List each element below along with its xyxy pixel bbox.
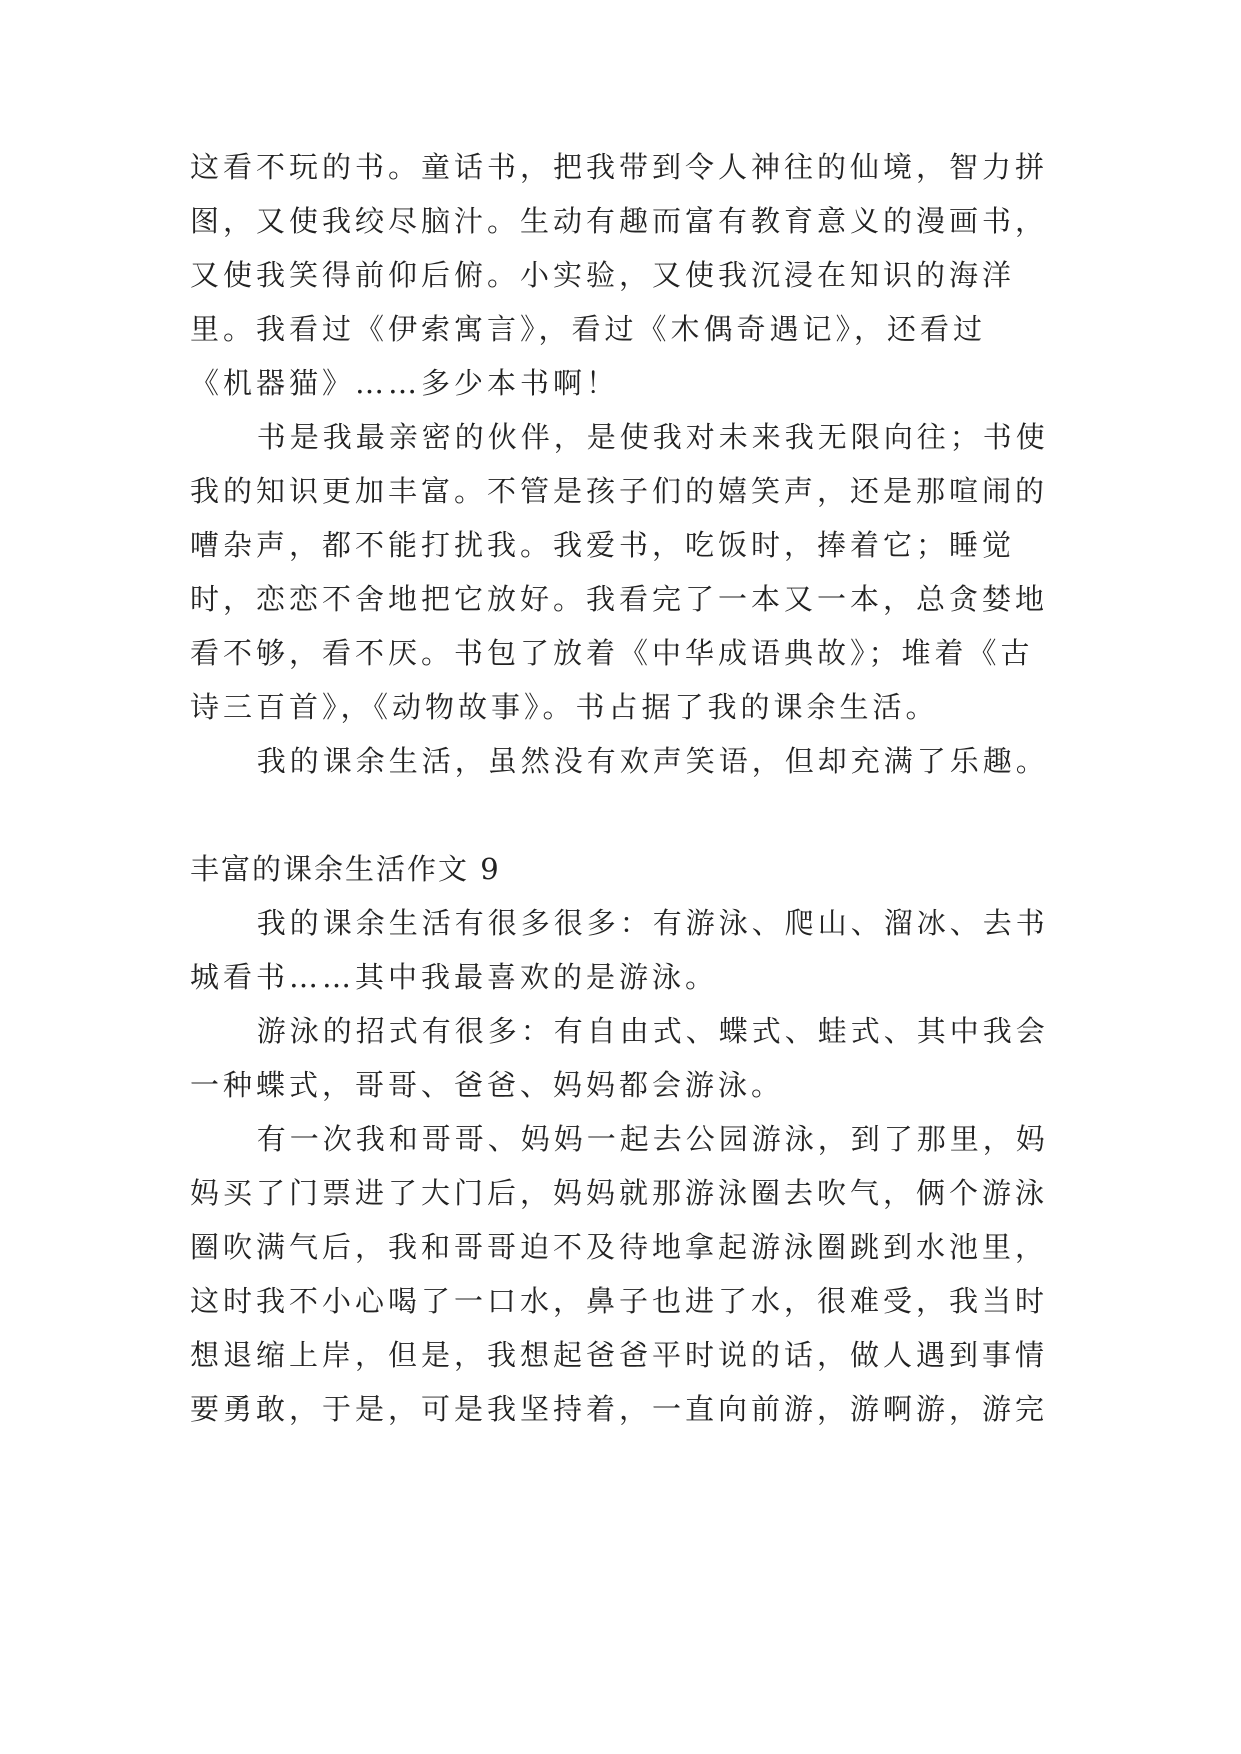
document-page bbox=[190, 140, 1050, 1436]
paragraph-conclusion: 我的课余生活，虽然没有欢声笑语，但却充满了乐趣。 bbox=[256, 744, 1049, 778]
essay-title: 丰富的课余生活作文 9 bbox=[190, 852, 501, 886]
paragraph-swim-story: 有一次我和哥哥、妈妈一起去公园游泳，到了那里，妈妈买了门票进了大门后，妈妈就那游泳圈去吹气，俩个游泳圈吹满气后，我和哥哥迫不及待地拿起游泳圈跳到水池里，这时我不小心喝了一口水，鼻子也进了水，很难受，我当时想退缩上岸，但是，我想起爸爸平时说的话，做人遇到事情要勇敢，于是，可是我坚持着，一直向前游，游啊游，游完 bbox=[190, 1122, 1049, 1426]
paragraph-activities: 我的课余生活有很多很多：有游泳、爬山、溜冰、去书城看书……其中我最喜欢的是游泳。 bbox=[190, 906, 1049, 994]
section-gap bbox=[190, 788, 1050, 842]
paragraph-books-list: 这看不玩的书。童话书，把我带到令人神往的仙境，智力拼图，又使我绞尽脑汁。生动有趣而富有教育意义的漫画书，又使我笑得前仰后俯。小实验，又使我沉浸在知识的海洋里。我看过《伊索寓言》，看过《木偶奇遇记》，还看过《机器猫》……多少本书啊！ bbox=[190, 150, 1049, 400]
paragraph-swim-styles: 游泳的招式有很多：有自由式、蝶式、蛙式、其中我会一种蝶式，哥哥、爸爸、妈妈都会游泳。 bbox=[190, 1014, 1049, 1102]
paragraph-books-companion: 书是我最亲密的伙伴，是使我对未来我无限向往；书使我的知识更加丰富。不管是孩子们的嬉笑声，还是那喧闹的嘈杂声，都不能打扰我。我爱书，吃饭时，捧着它；睡觉时，恋恋不舍地把它放好。我看完了一本又一本，总贪婪地看不够，看不厌。书包了放着《中华成语典故》；堆着《古诗三百首》，《动物故事》。书占据了我的课余生活。 bbox=[190, 420, 1049, 724]
